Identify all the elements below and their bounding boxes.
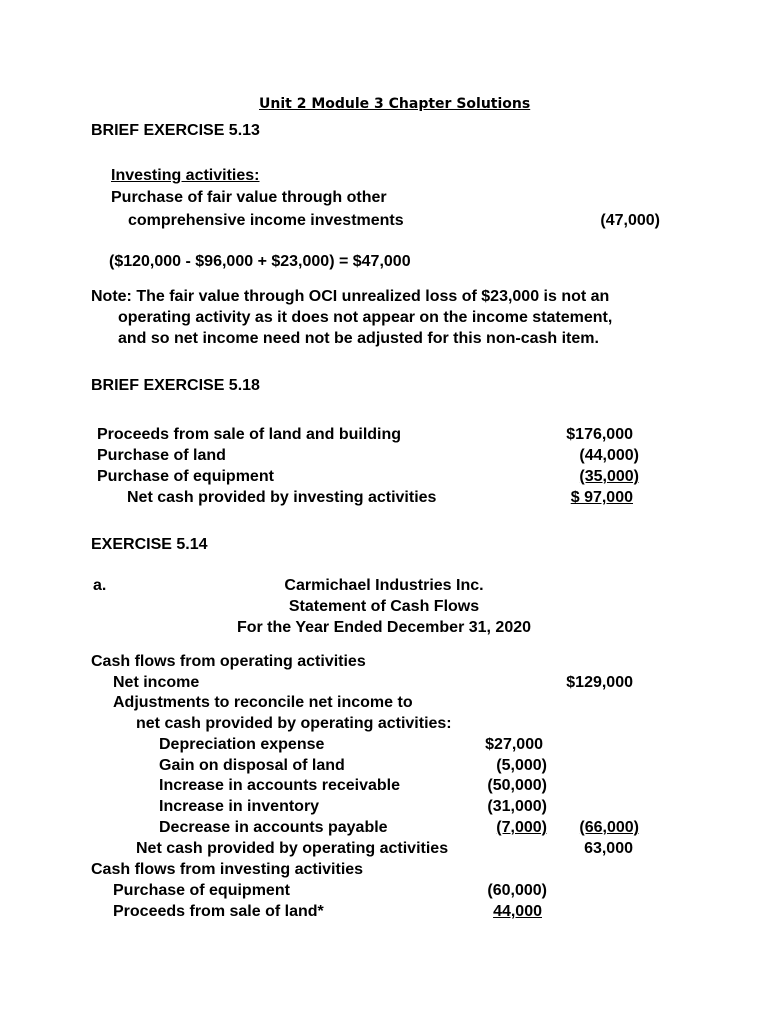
net-operating-amount: 63,000: [584, 840, 633, 857]
be513-line2: comprehensive income investments: [128, 212, 404, 229]
be513-line1: Purchase of fair value through other: [111, 189, 387, 206]
be513-note-line2: operating activity as it does not appear on the income statement,: [118, 309, 613, 326]
ex514-part: a.: [93, 577, 107, 594]
net-income-amount: $129,000: [566, 674, 633, 691]
be513-note-line1: Note: The fair value through OCI unrealized loss of $23,000 is not an: [91, 288, 610, 305]
be513-investing-heading: Investing activities:: [111, 167, 260, 184]
adjustment-label: Depreciation expense: [159, 736, 325, 753]
investing-amount: (60,000): [487, 882, 547, 899]
be518-row-label: Purchase of land: [97, 447, 226, 464]
company-name: Carmichael Industries Inc.: [284, 577, 484, 594]
statement-title: Statement of Cash Flows: [288, 598, 480, 615]
be518-row-amount: $ 97,000: [570, 489, 633, 506]
be518-row-amount: $176,000: [566, 426, 633, 443]
adjustment-label: Increase in accounts receivable: [159, 777, 401, 794]
adjustment-label: Gain on disposal of land: [159, 757, 345, 774]
adjustments-line2: net cash provided by operating activities:: [136, 715, 452, 732]
be518-heading: BRIEF EXERCISE 5.18: [91, 377, 260, 394]
be518-row-amount: (44,000): [579, 447, 639, 464]
adjustment-amount: (31,000): [487, 798, 547, 815]
investing-label: Purchase of equipment: [113, 882, 290, 899]
page-title: Unit 2 Module 3 Chapter Solutions: [259, 96, 531, 112]
adjustment-amount: (7,000): [496, 819, 547, 836]
adjustments-total: (66,000): [579, 819, 639, 836]
be518-row-amount: (35,000): [579, 468, 639, 485]
adjustment-amount: (50,000): [487, 777, 547, 794]
be518-row-label: Purchase of equipment: [97, 468, 274, 485]
be518-row-label: Net cash provided by investing activities: [127, 489, 437, 506]
adjustment-amount: (5,000): [496, 757, 547, 774]
be518-row-label: Proceeds from sale of land and building: [97, 426, 402, 443]
adjustment-label: Decrease in accounts payable: [159, 819, 388, 836]
net-operating-label: Net cash provided by operating activities: [136, 840, 449, 857]
be513-calc: ($120,000 - $96,000 + $23,000) = $47,000: [109, 253, 411, 270]
investing-label: Proceeds from sale of land*: [113, 903, 324, 920]
adjustment-amount: $27,000: [485, 736, 543, 753]
be513-heading: BRIEF EXERCISE 5.13: [91, 122, 260, 139]
net-income-label: Net income: [113, 674, 200, 691]
adjustment-label: Increase in inventory: [159, 798, 320, 815]
investing-heading: Cash flows from investing activities: [91, 861, 364, 878]
statement-period: For the Year Ended December 31, 2020: [236, 619, 532, 636]
be513-amount: (47,000): [600, 212, 660, 229]
be513-note-line3: and so net income need not be adjusted for this non-cash item.: [118, 330, 599, 347]
ex514-heading: EXERCISE 5.14: [91, 536, 208, 553]
investing-amount: 44,000: [493, 903, 542, 920]
operating-heading: Cash flows from operating activities: [91, 653, 366, 670]
adjustments-line1: Adjustments to reconcile net income to: [113, 694, 413, 711]
